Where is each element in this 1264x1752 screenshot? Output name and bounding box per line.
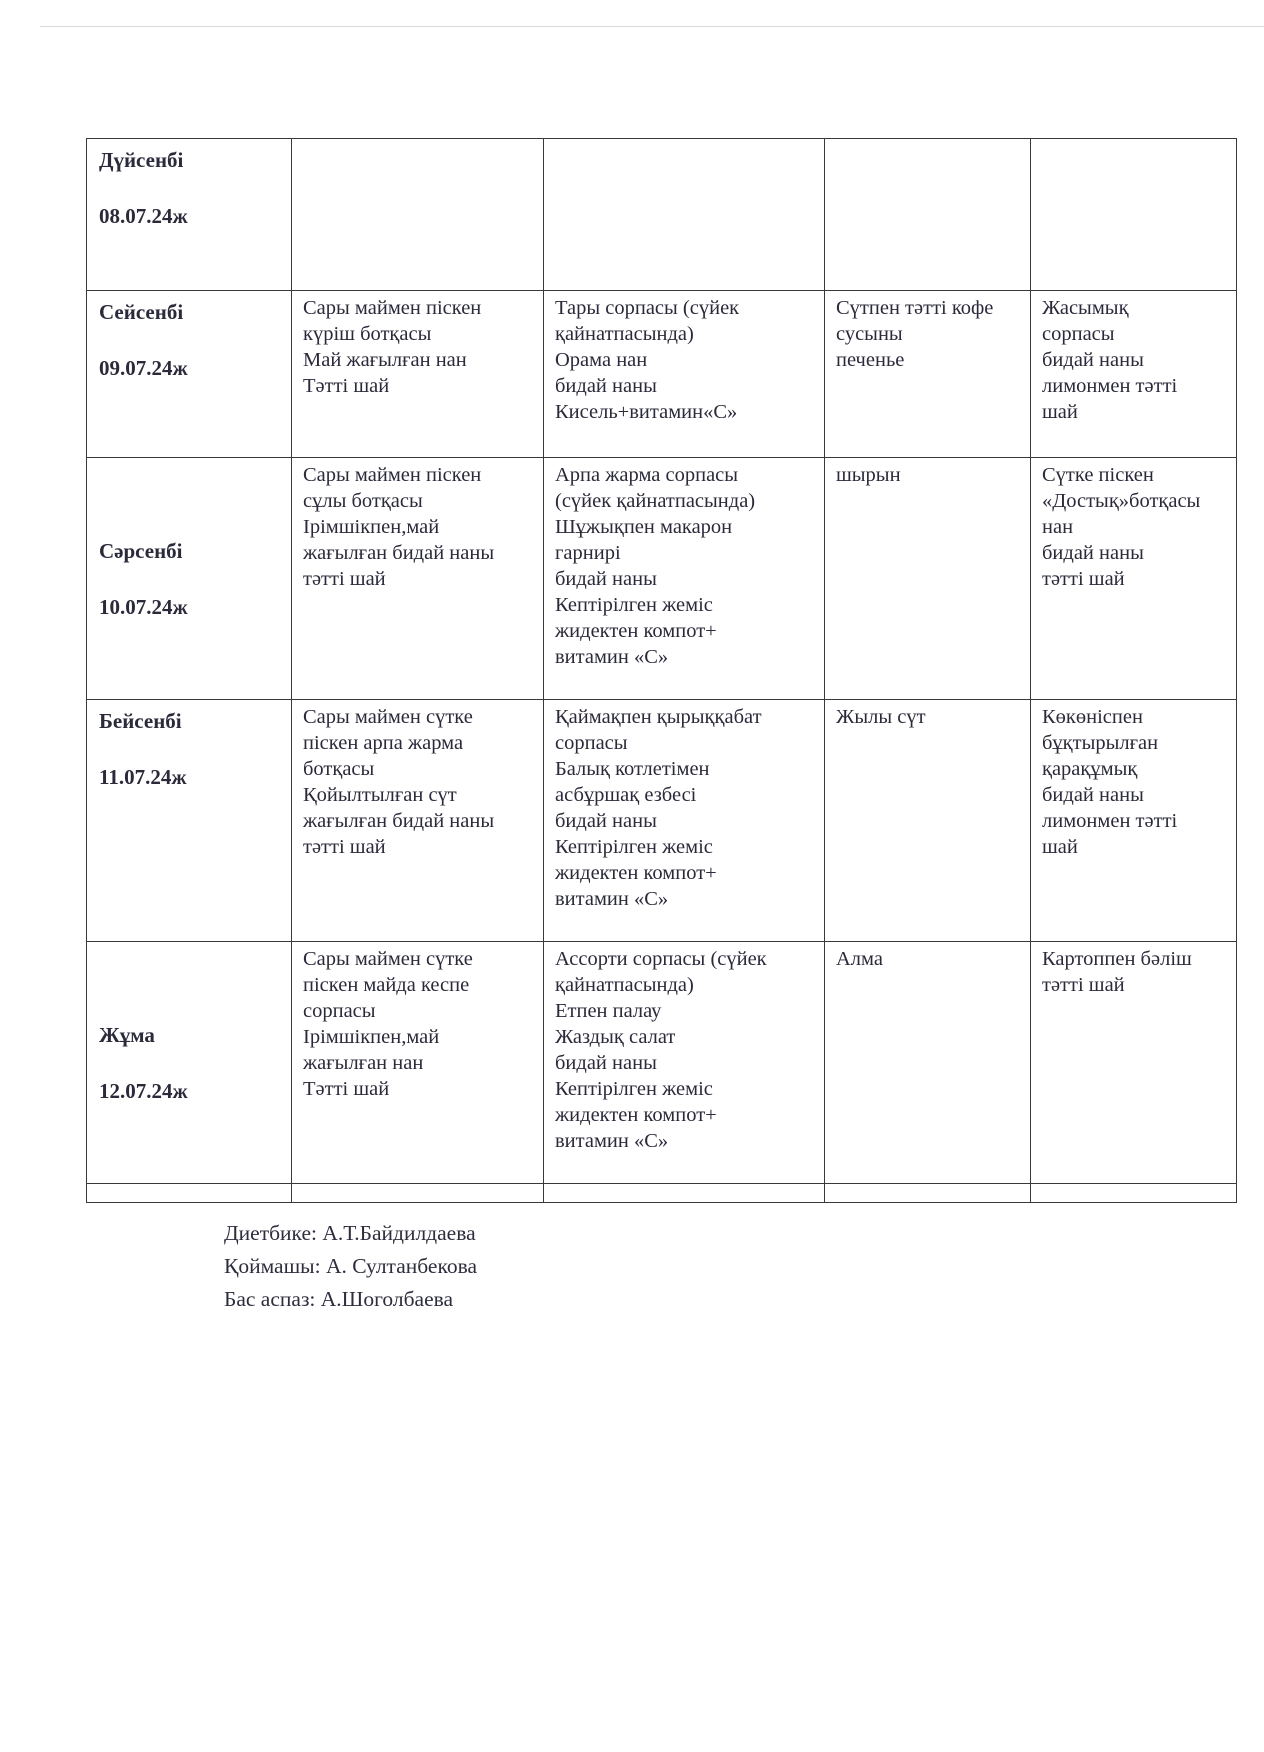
scan-edge-line bbox=[40, 26, 1264, 27]
menu-item-line: қайнатпасында) bbox=[555, 323, 694, 345]
menu-table-body bbox=[87, 139, 1237, 1203]
menu-item-line: Кептірілген жеміс bbox=[555, 1078, 713, 1100]
menu-item-line: бидай наны bbox=[1042, 542, 1144, 564]
lunch-cell bbox=[544, 139, 825, 291]
menu-item-line: Ірімшікпен,май bbox=[303, 516, 440, 538]
day-cell bbox=[87, 700, 292, 942]
menu-item-line: лимонмен тәтті bbox=[1042, 810, 1178, 832]
menu-item-line: қарақұмық bbox=[1042, 758, 1138, 780]
lunch-cell bbox=[544, 291, 825, 458]
menu-item-line: Сүтке піскен bbox=[1042, 464, 1154, 486]
day-name: Бейсенбі bbox=[99, 709, 182, 733]
menu-item-line: бидай наны bbox=[555, 375, 657, 397]
menu-item-line: (сүйек қайнатпасында) bbox=[555, 490, 756, 512]
dinner-cell bbox=[1031, 942, 1237, 1184]
menu-item-line: ботқасы bbox=[303, 758, 375, 780]
day-cell bbox=[87, 458, 292, 700]
menu-item-line: сусыны bbox=[836, 323, 903, 345]
breakfast-cell bbox=[292, 458, 544, 700]
menu-item-line: тәтті шай bbox=[303, 836, 386, 858]
menu-item-line: бидай наны bbox=[555, 810, 657, 832]
menu-item-line: сорпасы bbox=[1042, 323, 1115, 345]
menu-item-line: Жасымық bbox=[1042, 297, 1129, 319]
dinner-cell bbox=[1031, 291, 1237, 458]
menu-item-line: күріш ботқасы bbox=[303, 323, 432, 345]
breakfast-cell bbox=[292, 139, 544, 291]
menu-item-line: гарнирі bbox=[555, 542, 621, 564]
menu-item-line: витамин «С» bbox=[555, 1130, 669, 1152]
signature-block bbox=[224, 1217, 477, 1316]
menu-item-line: жидектен компот+ bbox=[555, 1104, 717, 1126]
menu-item-line: жағылған бидай наны bbox=[303, 542, 495, 564]
menu-item-line: бидай наны bbox=[1042, 784, 1144, 806]
menu-row bbox=[87, 139, 1237, 291]
menu-item-line: тәтті шай bbox=[303, 568, 386, 590]
menu-item-line: жағылған бидай наны bbox=[303, 810, 495, 832]
menu-item-line: піскен арпа жарма bbox=[303, 732, 464, 754]
menu-item-line: тәтті шай bbox=[1042, 568, 1125, 590]
menu-item-line: тәтті шай bbox=[1042, 974, 1125, 996]
menu-item-line: Ірімшікпен,май bbox=[303, 1026, 440, 1048]
menu-item-line: қайнатпасында) bbox=[555, 974, 694, 996]
day-date: 09.07.24ж bbox=[99, 356, 188, 380]
menu-item-line: піскен майда кеспе bbox=[303, 974, 470, 996]
menu-row bbox=[87, 458, 1237, 700]
breakfast-cell bbox=[292, 942, 544, 1184]
menu-item-line: жағылған нан bbox=[303, 1052, 424, 1074]
menu-item-line: Кисель+витамин«С» bbox=[555, 401, 738, 423]
menu-item-line: Қаймақпен қырыққабат bbox=[555, 706, 762, 728]
snack-cell bbox=[825, 139, 1031, 291]
menu-item-line: Тәтті шай bbox=[303, 1078, 390, 1100]
menu-item-line: жидектен компот+ bbox=[555, 862, 717, 884]
day-cell bbox=[87, 139, 292, 291]
day-name: Сейсенбі bbox=[99, 300, 184, 324]
breakfast-cell bbox=[292, 291, 544, 458]
dinner-cell bbox=[1031, 139, 1237, 291]
empty-cell bbox=[87, 1184, 292, 1203]
menu-item-line: бұқтырылған bbox=[1042, 732, 1159, 754]
menu-item-line: бидай наны bbox=[555, 568, 657, 590]
menu-item-line: Сары маймен сүтке bbox=[303, 706, 473, 728]
menu-item-line: Етпен палау bbox=[555, 1000, 662, 1022]
day-name: Дүйсенбі bbox=[99, 148, 184, 172]
menu-row bbox=[87, 700, 1237, 942]
menu-item-line: Сүтпен тәтті кофе bbox=[836, 297, 994, 319]
menu-item-line: сорпасы bbox=[303, 1000, 376, 1022]
menu-item-line: нан bbox=[1042, 516, 1074, 538]
menu-item-line: Май жағылған нан bbox=[303, 349, 467, 371]
menu-item-line: «Достық»ботқасы bbox=[1042, 490, 1201, 512]
dinner-cell bbox=[1031, 458, 1237, 700]
menu-item-line: Шұжықпен макарон bbox=[555, 516, 733, 538]
menu-item-line: Қойылтылған сүт bbox=[303, 784, 457, 806]
empty-cell bbox=[825, 1184, 1031, 1203]
menu-item-line: Орама нан bbox=[555, 349, 648, 371]
menu-item-line: жидектен компот+ bbox=[555, 620, 717, 642]
lunch-cell bbox=[544, 942, 825, 1184]
menu-item-line: Сары маймен піскен bbox=[303, 297, 482, 319]
breakfast-cell bbox=[292, 700, 544, 942]
lunch-cell bbox=[544, 700, 825, 942]
weekly-menu-table bbox=[86, 138, 1237, 1203]
empty-cell bbox=[1031, 1184, 1237, 1203]
menu-item-line: Сары маймен сүтке bbox=[303, 948, 473, 970]
day-date: 12.07.24ж bbox=[99, 1078, 188, 1103]
day-date: 08.07.24ж bbox=[99, 204, 188, 228]
snack-cell bbox=[825, 942, 1031, 1184]
menu-item-line: Жылы сүт bbox=[836, 706, 926, 728]
menu-item-line: Көкөніспен bbox=[1042, 706, 1143, 728]
menu-item-line: Кептірілген жеміс bbox=[555, 594, 713, 616]
head-cook-signature: Бас аспаз: А.Шоголбаева bbox=[224, 1287, 454, 1311]
menu-row bbox=[87, 291, 1237, 458]
menu-item-line: Ассорти сорпасы (сүйек bbox=[555, 948, 767, 970]
snack-cell bbox=[825, 291, 1031, 458]
menu-row bbox=[87, 942, 1237, 1184]
menu-item-line: Алма bbox=[836, 948, 883, 970]
menu-item-line: асбұршақ езбесі bbox=[555, 784, 697, 806]
menu-item-line: Тары сорпасы (сүйек bbox=[555, 297, 740, 319]
menu-item-line: шай bbox=[1042, 836, 1078, 858]
lunch-cell bbox=[544, 458, 825, 700]
menu-item-line: Жаздық салат bbox=[555, 1026, 676, 1048]
menu-item-line: бидай наны bbox=[555, 1052, 657, 1074]
menu-item-line: шырын bbox=[836, 464, 901, 486]
menu-item-line: лимонмен тәтті bbox=[1042, 375, 1178, 397]
menu-item-line: витамин «С» bbox=[555, 646, 669, 668]
dietitian-signature: Диетбике: А.Т.Байдилдаева bbox=[224, 1221, 476, 1245]
snack-cell bbox=[825, 700, 1031, 942]
menu-item-line: бидай наны bbox=[1042, 349, 1144, 371]
menu-item-line: сұлы ботқасы bbox=[303, 490, 423, 512]
day-cell bbox=[87, 942, 292, 1184]
menu-item-line: Арпа жарма сорпасы bbox=[555, 464, 739, 486]
snack-cell bbox=[825, 458, 1031, 700]
menu-item-line: Сары маймен піскен bbox=[303, 464, 482, 486]
day-date: 10.07.24ж bbox=[99, 594, 188, 619]
menu-item-line: Картоппен бәліш bbox=[1042, 948, 1192, 970]
day-date: 11.07.24ж bbox=[99, 765, 187, 789]
empty-cell bbox=[292, 1184, 544, 1203]
day-name: Сәрсенбі bbox=[99, 538, 183, 563]
menu-item-line: печенье bbox=[836, 349, 905, 371]
day-name: Жұма bbox=[99, 1022, 155, 1047]
menu-item-line: Кептірілген жеміс bbox=[555, 836, 713, 858]
empty-cell bbox=[544, 1184, 825, 1203]
empty-row bbox=[87, 1184, 1237, 1203]
storekeeper-signature: Қоймашы: А. Султанбекова bbox=[224, 1254, 477, 1278]
menu-item-line: шай bbox=[1042, 401, 1078, 423]
menu-item-line: Тәтті шай bbox=[303, 375, 390, 397]
menu-item-line: сорпасы bbox=[555, 732, 628, 754]
menu-item-line: Балық котлетімен bbox=[555, 758, 710, 780]
menu-item-line: витамин «С» bbox=[555, 888, 669, 910]
day-cell bbox=[87, 291, 292, 458]
dinner-cell bbox=[1031, 700, 1237, 942]
